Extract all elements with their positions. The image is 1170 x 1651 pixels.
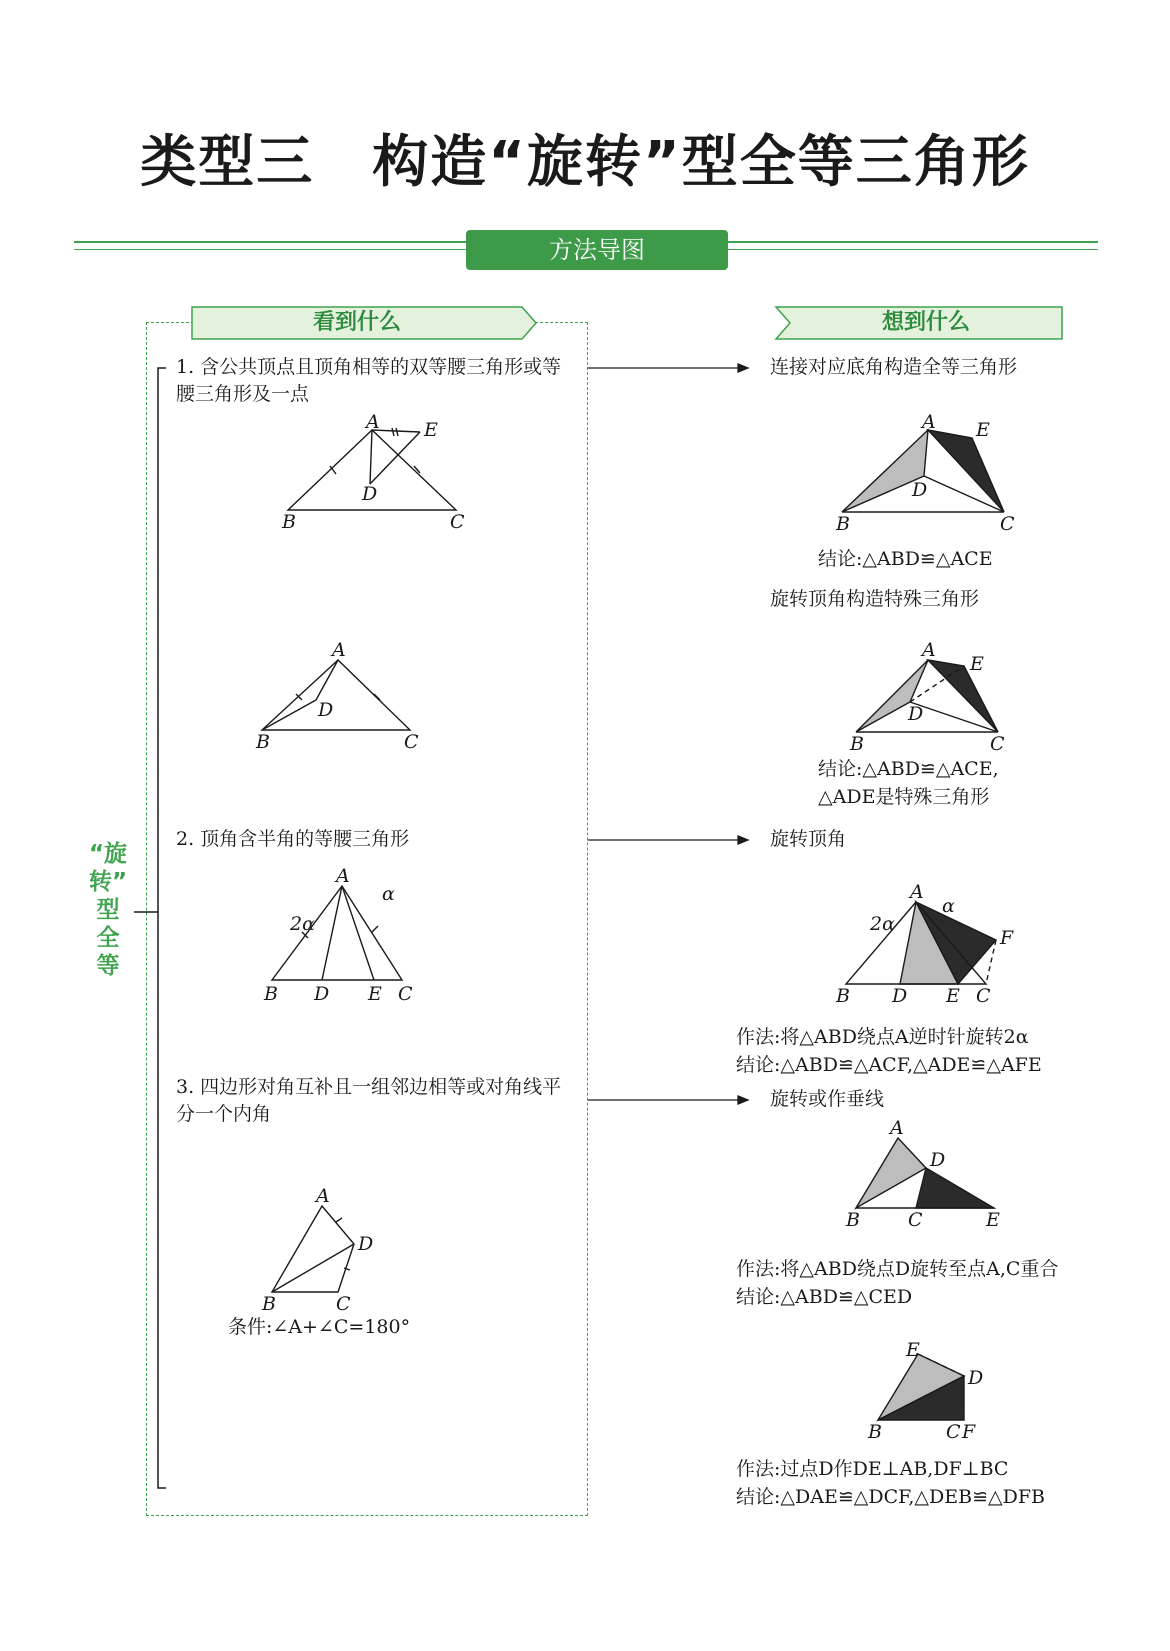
r3-method: 作法:将△ABD绕点D旋转至点A,C重合	[736, 1258, 1059, 1280]
r1-title: 连接对应底角构造全等三角形	[770, 356, 1018, 378]
page-title: 类型三 构造“旋转”型全等三角形	[140, 130, 1030, 195]
label: D	[968, 1367, 984, 1389]
label: D	[912, 479, 928, 501]
label: A	[890, 1117, 904, 1139]
label: B	[850, 733, 864, 755]
figure-left-4	[272, 1206, 354, 1292]
r1b-conclusion-1: 结论:△ABD≌△ACE,	[818, 758, 999, 780]
r2-conclusion: 结论:△ABD≌△ACF,△ADE≌△AFE	[736, 1054, 1042, 1076]
label: B	[282, 511, 296, 533]
side-label-char: 全	[96, 925, 120, 951]
left-header-label: 看到什么	[312, 310, 401, 335]
label: B	[256, 731, 270, 753]
label: D	[358, 1233, 374, 1255]
figure-right-2	[846, 902, 996, 984]
label: B	[836, 985, 850, 1007]
side-label-char: “旋	[88, 841, 128, 867]
label: E	[986, 1209, 1000, 1231]
label: D	[930, 1149, 946, 1171]
label: C	[908, 1209, 923, 1231]
label: E	[424, 419, 438, 441]
label: E	[946, 985, 960, 1007]
label: F	[962, 1421, 976, 1443]
figure-right-3b	[878, 1354, 964, 1420]
side-label-char: 等	[96, 953, 120, 979]
label: D	[362, 483, 378, 505]
label: E	[976, 419, 990, 441]
item-1-text: 1. 含公共顶点且顶角相等的双等腰三角形或等腰三角形及一点	[176, 356, 562, 405]
label: E	[906, 1339, 920, 1361]
figure-right-3	[856, 1138, 994, 1208]
label: D	[892, 985, 908, 1007]
figure-left-2	[262, 660, 410, 730]
item-3-condition: 条件:∠A+∠C=180°	[228, 1316, 411, 1338]
label: F	[1000, 927, 1014, 949]
r3-title: 旋转或作垂线	[770, 1088, 885, 1110]
label: B	[836, 513, 850, 535]
r2-method: 作法:将△ABD绕点A逆时针旋转2α	[736, 1026, 1029, 1048]
label: C	[450, 511, 465, 533]
label: α	[942, 895, 955, 917]
label: B	[264, 983, 278, 1005]
r1b-conclusion-2: △ADE是特殊三角形	[818, 786, 990, 808]
label: 2α	[290, 913, 315, 935]
label: A	[316, 1185, 330, 1207]
label: E	[368, 983, 382, 1005]
label: C	[336, 1293, 351, 1315]
right-header-label: 想到什么	[881, 310, 970, 335]
label: C	[398, 983, 413, 1005]
label: D	[318, 699, 334, 721]
label: C	[404, 731, 419, 753]
item-2-text: 2. 顶角含半角的等腰三角形	[176, 828, 410, 850]
r1-conclusion: 结论:△ABD≌△ACE	[818, 548, 993, 570]
r3-conclusion: 结论:△ABD≌△CED	[736, 1286, 913, 1308]
label: C	[946, 1421, 961, 1443]
r1b-title: 旋转顶角构造特殊三角形	[770, 588, 980, 610]
label: A	[332, 639, 346, 661]
item-3-text: 3. 四边形对角互补且一组邻边相等或对角线平分一个内角	[176, 1076, 562, 1125]
label: C	[990, 733, 1005, 755]
label: C	[1000, 513, 1015, 535]
label: α	[382, 883, 395, 905]
label: A	[336, 865, 350, 887]
label: 2α	[870, 913, 895, 935]
label: E	[970, 653, 984, 675]
label: A	[922, 639, 936, 661]
label: B	[846, 1209, 860, 1231]
side-label-char: 型	[96, 897, 120, 923]
label: A	[922, 411, 936, 433]
section-banner: 方法导图	[466, 230, 728, 270]
label: A	[910, 881, 924, 903]
label: D	[908, 703, 924, 725]
r3b-method: 作法:过点D作DE⊥AB,DF⊥BC	[736, 1458, 1009, 1480]
label: C	[976, 985, 991, 1007]
label: A	[366, 411, 380, 433]
r2-title: 旋转顶角	[770, 828, 847, 850]
label: B	[868, 1421, 882, 1443]
side-label-char: 转”	[88, 869, 128, 895]
r3b-conclusion: 结论:△DAE≌△DCF,△DEB≌△DFB	[736, 1486, 1045, 1508]
label: B	[262, 1293, 276, 1315]
label: D	[314, 983, 330, 1005]
